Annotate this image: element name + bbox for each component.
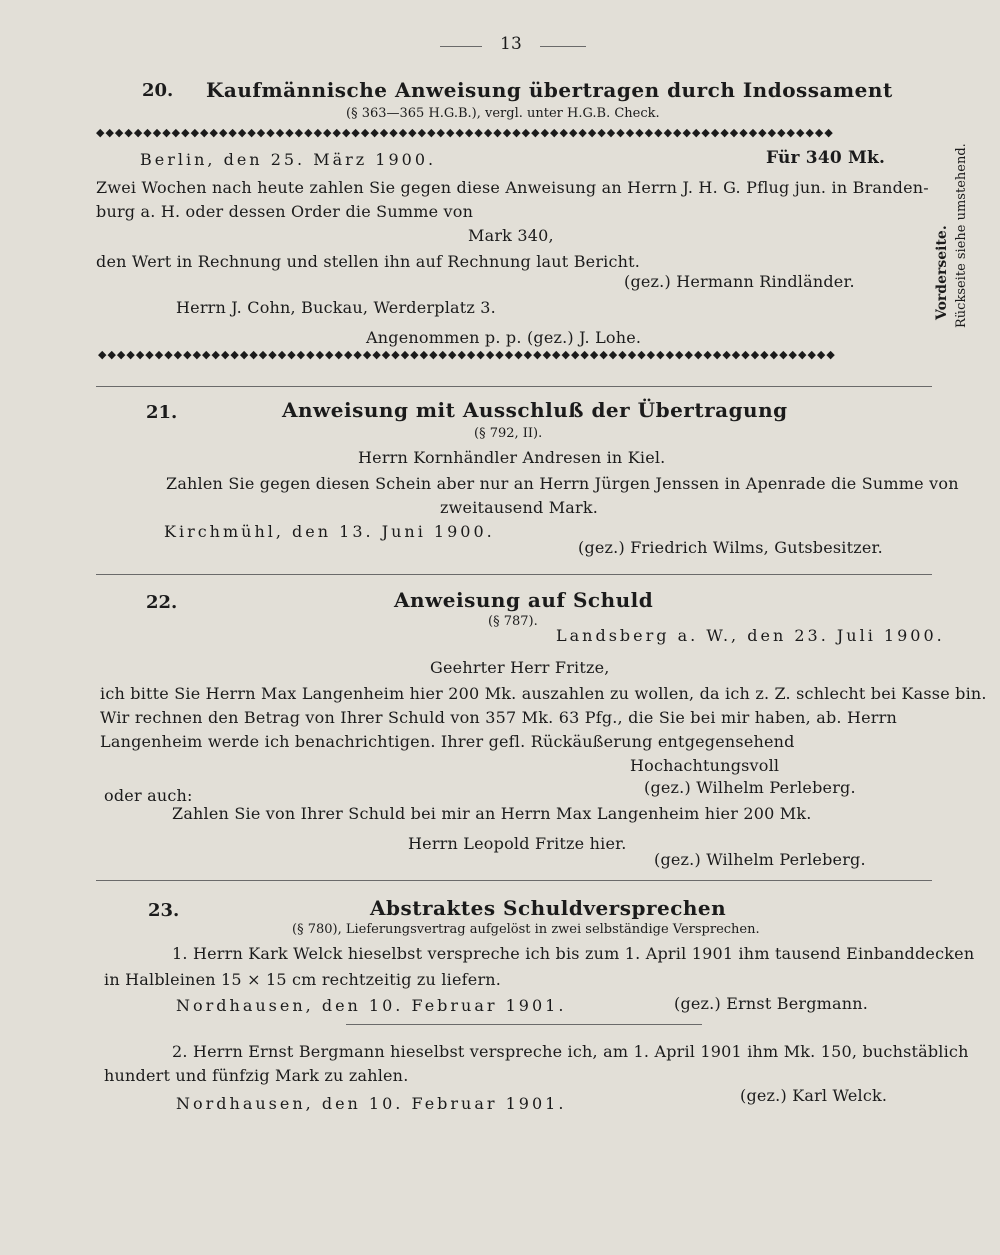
section-20-text-line-2: burg a. H. oder dessen Order die Summe von [96, 202, 474, 221]
side-note-front: Vorderseite. [934, 225, 950, 320]
section-22-signature-2: (gez.) Wilhelm Perleberg. [654, 850, 866, 869]
section-23-title: Abstraktes Schuldversprechen [370, 896, 727, 920]
page-number: 13 [500, 34, 523, 54]
page-number-rule-left [440, 46, 482, 47]
section-23-p2-signature: (gez.) Karl Welck. [740, 1086, 888, 1105]
section-23-p1-line-2: in Halbleinen 15 × 15 cm rechtzeitig zu liefern. [104, 970, 502, 989]
section-22-alt-line: Zahlen Sie von Ihrer Schuld bei mir an Herrn Max Langenheim hier 200 Mk. [172, 804, 812, 823]
section-22-reference: (§ 787). [488, 614, 538, 629]
section-23-p1-signature: (gez.) Ernst Bergmann. [674, 994, 869, 1013]
section-20-amount-head: Für 340 Mk. [766, 148, 886, 168]
divider-22-23 [96, 880, 932, 881]
section-20-text-line-3: den Wert in Rechnung und stellen ihn auf Rechnung laut Bericht. [96, 252, 641, 271]
section-20-acceptance: Angenommen p. p. (gez.) J. Lohe. [366, 328, 642, 347]
section-22-title: Anweisung auf Schuld [394, 588, 654, 612]
section-22-text-line-2: Wir rechnen den Betrag von Ihrer Schuld von 357 Mk. 63 Pfg., die Sie bei mir haben, ab. Herrn [100, 708, 898, 727]
section-20-title: Kaufmännische Anweisung übertragen durch Indossament [206, 78, 893, 102]
section-22-signature-1: (gez.) Wilhelm Perleberg. [644, 778, 856, 797]
section-23-p2-line-2: hundert und fünfzig Mark zu zahlen. [104, 1066, 409, 1085]
section-21-addressee: Herrn Kornhändler Andresen in Kiel. [358, 448, 666, 467]
section-23-p2-line-1: 2. Herrn Ernst Bergmann hieselbst verspreche ich, am 1. April 1901 ihm Mk. 150, buchstäblich [172, 1042, 969, 1061]
section-22-text-line-3: Langenheim werde ich benachrichtigen. Ihrer gefl. Rückäußerung entgegensehend [100, 732, 795, 751]
section-23-number: 23. [148, 900, 180, 921]
section-22-alt-addressee: Herrn Leopold Fritze hier. [408, 834, 627, 853]
section-20-reference: (§ 363—365 H.G.B.), vergl. unter H.G.B. Check. [346, 106, 660, 121]
section-21-reference: (§ 792, II). [474, 426, 543, 441]
section-21-text-line-2: zweitausend Mark. [440, 498, 599, 517]
section-23-p2-place-date: Nordhausen, den 10. Februar 1901. [176, 1094, 567, 1113]
section-20-number: 20. [142, 80, 174, 101]
section-20-text-line-1: Zwei Wochen nach heute zahlen Sie gegen diese Anweisung an Herrn J. H. G. Pflug jun. in Branden- [96, 178, 929, 197]
section-22-place-date: Landsberg a. W., den 23. Juli 1900. [556, 626, 945, 645]
side-note-back: Rückseite siehe umstehend. [954, 143, 969, 328]
section-22-salutation: Geehrter Herr Fritze, [430, 658, 610, 677]
section-23-p1-line-1: 1. Herrn Kark Welck hieselbst verspreche ich bis zum 1. April 1901 ihm tausend Einbanddecken [172, 944, 975, 963]
section-20-addressee: Herrn J. Cohn, Buckau, Werderplatz 3. [176, 298, 496, 317]
section-20-side-note [926, 143, 976, 340]
section-20-signature: (gez.) Hermann Rindländer. [624, 272, 855, 291]
page-number-rule-right [540, 46, 586, 47]
section-20-ornament-top: ◆◆◆◆◆◆◆◆◆◆◆◆◆◆◆◆◆◆◆◆◆◆◆◆◆◆◆◆◆◆◆◆◆◆◆◆◆◆◆◆◆◆◆◆◆◆◆◆◆◆◆◆◆◆◆◆◆◆◆◆◆◆◆◆◆◆◆◆◆◆◆◆◆◆◆◆◆◆ [96, 128, 834, 138]
section-22-number: 22. [146, 592, 178, 613]
section-21-place-date: Kirchmühl, den 13. Juni 1900. [164, 522, 495, 541]
section-21-text-line-1: Zahlen Sie gegen diesen Schein aber nur an Herrn Jürgen Jenssen in Apenrade die Summe von [166, 474, 959, 493]
section-23-reference: (§ 780), Lieferungsvertrag aufgelöst in zwei selbständige Versprechen. [292, 922, 760, 937]
divider-21-22 [96, 574, 932, 575]
section-21-title: Anweisung mit Ausschluß der Übertragung [282, 398, 788, 422]
section-23-p1-place-date: Nordhausen, den 10. Februar 1901. [176, 996, 567, 1015]
section-20-ornament-bottom: ◆◆◆◆◆◆◆◆◆◆◆◆◆◆◆◆◆◆◆◆◆◆◆◆◆◆◆◆◆◆◆◆◆◆◆◆◆◆◆◆◆◆◆◆◆◆◆◆◆◆◆◆◆◆◆◆◆◆◆◆◆◆◆◆◆◆◆◆◆◆◆◆◆◆◆◆◆◆ [98, 350, 836, 360]
section-20-sum: Mark 340, [468, 226, 554, 245]
divider-23-promises [346, 1024, 702, 1025]
section-22-or-also: oder auch: [104, 786, 193, 805]
section-21-signature: (gez.) Friedrich Wilms, Gutsbesitzer. [578, 538, 883, 557]
section-21-number: 21. [146, 402, 178, 423]
section-22-text-line-1: ich bitte Sie Herrn Max Langenheim hier 200 Mk. auszahlen zu wollen, da ich z. Z. schlecht bei Kasse bin. [100, 684, 987, 703]
divider-20-21 [96, 386, 932, 387]
section-22-closing: Hochachtungsvoll [630, 756, 780, 775]
section-20-place-date: Berlin, den 25. März 1900. [140, 150, 437, 169]
